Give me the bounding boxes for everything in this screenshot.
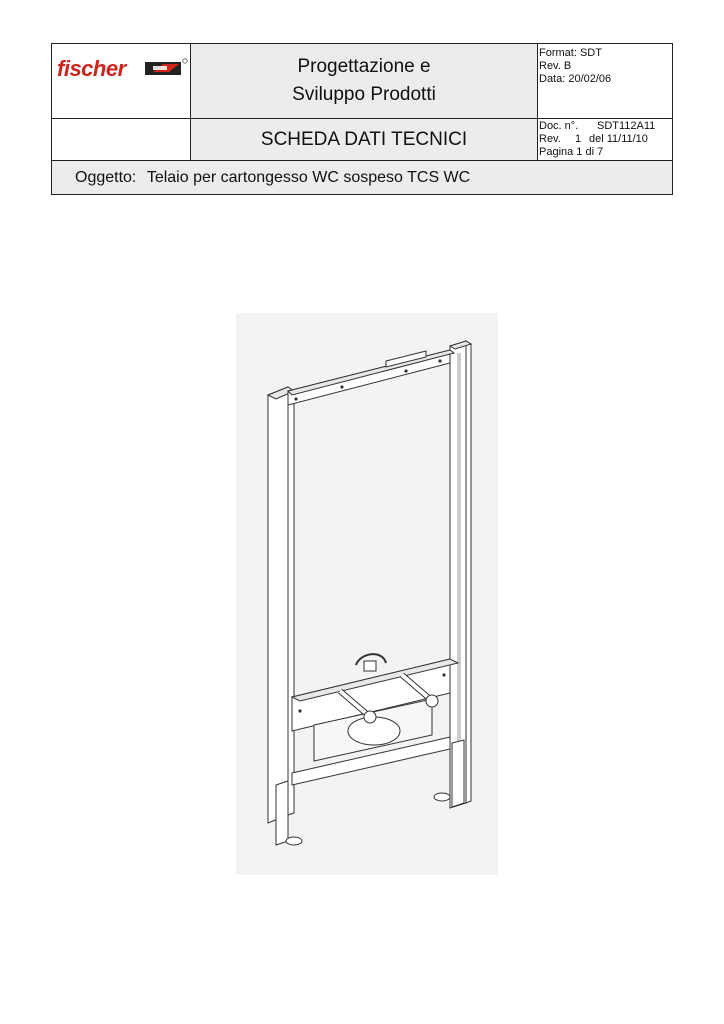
doc-number: SDT112A11 xyxy=(597,120,656,132)
wc-frame-drawing-icon xyxy=(236,313,498,875)
fischer-logo-icon xyxy=(57,56,189,80)
document-header xyxy=(51,43,673,195)
revision-line xyxy=(539,133,673,146)
revision-number: 1 xyxy=(575,133,582,145)
format-info xyxy=(538,44,673,119)
sheet-title-cell xyxy=(191,119,538,161)
doc-number-label: Doc. n°. xyxy=(539,120,579,132)
logo-cell xyxy=(52,44,191,119)
subject-label: Oggetto: xyxy=(75,169,137,186)
format-date: Data: 20/02/06 xyxy=(539,73,612,85)
department-title-line1: Progettazione e xyxy=(297,56,431,77)
subject-text: Telaio per cartongesso WC sospeso TCS WC xyxy=(146,169,471,186)
page-indicator: Pagina 1 di 7 xyxy=(539,146,604,158)
blank-cell xyxy=(52,119,191,161)
department-title xyxy=(191,44,538,119)
revision-date: del 11/11/10 xyxy=(589,133,648,145)
subject-row xyxy=(52,161,672,194)
sheet-title: SCHEDA DATI TECNICI xyxy=(260,128,468,150)
svg-text:fischer: fischer xyxy=(57,56,126,80)
format-value: Format: SDT xyxy=(539,47,602,59)
doc-number-line xyxy=(539,120,673,133)
department-title-line2: Sviluppo Prodotti xyxy=(292,84,436,105)
document-info xyxy=(538,119,673,161)
revision-label: Rev. xyxy=(539,133,561,145)
format-revision: Rev. B xyxy=(539,60,572,72)
